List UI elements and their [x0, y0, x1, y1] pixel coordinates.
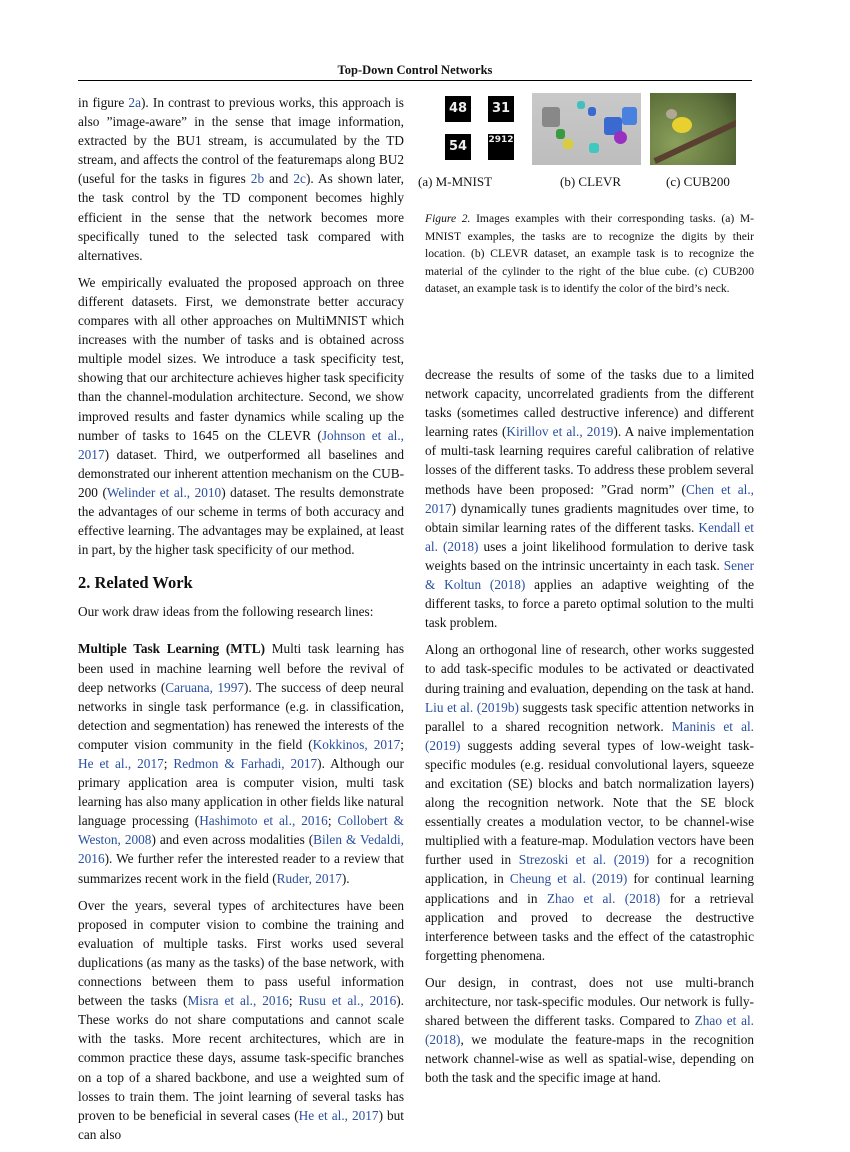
caption-text: Images examples with their corresponding tasks. (a) M-MNIST examples, the tasks are to recognize the digits by their location. (b) CLEVR dataset, an example task is to recognize the material of the cylinder to the right of the blue cube. (c) CUB200 dataset, an example task is to identify the color of the bird’s neck.: [425, 212, 754, 295]
citation-link[interactable]: He et al., 2017: [298, 1107, 379, 1123]
text-segment: ). As shown later, the task control by the TD component becomes highly efficient in the sense that the network becomes more specifically tuned to the selected task compared with alternatives.: [78, 171, 405, 263]
paragraph: [425, 365, 754, 632]
section-intro: Our work draw ideas from the following research lines:: [78, 604, 374, 620]
text-segment: ). The success of deep neural networks in single task performance (e.g. in classification, detection and segmentation) has renewed the interests of the computer vision community in the field (: [78, 679, 404, 752]
cyan-cylinder: [589, 143, 599, 153]
citation-link[interactable]: Strezoski et al. (2019): [518, 852, 650, 868]
text-segment: ) dynamically tunes gradients magnitudes over time, to obtain similar learning rates of the different tasks.: [425, 500, 754, 535]
clevr-image: [532, 93, 641, 165]
text-segment: and: [264, 171, 294, 187]
section-heading: 2. Related Work: [78, 573, 193, 593]
citation-link[interactable]: Kendall et al. (2018): [425, 519, 754, 554]
citation-link[interactable]: Kirillov et al., 2019: [506, 424, 614, 440]
blue-cylinder: [588, 107, 596, 116]
citation-link[interactable]: Collobert & Weston, 2008: [78, 813, 404, 848]
citation-link[interactable]: He et al., 2017: [78, 756, 164, 771]
text-segment: ). These works do not share computations and cannot scale with the tasks. More recent architectures, which are in common practice these days, assume task-specific branches on a top of a shared backbone, and use a weighted sum of losses to train them. The joint learning of several tasks has proven to be beneficial in several cases (: [78, 993, 404, 1123]
green-cylinder: [556, 129, 565, 139]
citation-link[interactable]: Misra et al., 2016: [187, 993, 289, 1009]
yellow-cylinder: [563, 139, 573, 149]
text-segment: ;: [288, 993, 299, 1009]
mnist-image: 54: [445, 134, 471, 160]
mnist-image: 48: [445, 96, 471, 122]
citation-link[interactable]: Welinder et al., 2010: [106, 484, 222, 500]
text-segment: Multi task learning has been used in machine learning well before the revival of deep networks (: [78, 641, 404, 695]
text-segment: suggests task specific attention networks in parallel to a shared recognition network.: [425, 699, 754, 734]
text-segment: for a retrieval application and proved to decrease the destructive interference between tasks and the effect of the catastrophic forgetting phenomena.: [425, 890, 755, 963]
citation-link[interactable]: Johnson et al., 2017: [78, 427, 404, 462]
branch: [653, 116, 736, 164]
text-segment: ). Although our primary application area is computer vision, multi task learning has also many application in other fields like natural language processing (: [78, 756, 404, 829]
text-segment: ;: [163, 756, 174, 771]
text-segment: ). A naive implementation of multi-task learning requires careful calibration of relative losses of the different tasks. To address these problem several methods have been proposed: ”Grad norm” (: [425, 424, 754, 497]
text-segment: Our design, in contrast, does not use multi-branch architecture, nor task-specific modules. Our network is fully-shared between the different tasks. Compared to: [425, 974, 754, 1029]
paragraph: [425, 640, 754, 965]
text-segment: , we modulate the feature-maps in the recognition network channel-wise as well as spatial-wise, depending on both the task and the specific image at hand.: [425, 1032, 754, 1086]
citation-link[interactable]: 2a: [128, 95, 141, 110]
citation-link[interactable]: Kokkinos, 2017: [312, 736, 401, 752]
text-segment: for a recognition application, in: [425, 852, 754, 887]
paragraph: [78, 639, 404, 887]
right-paragraphs: [425, 365, 754, 1087]
paragraph: [78, 896, 404, 1144]
citation-link[interactable]: 2b: [250, 171, 265, 187]
citation-link[interactable]: Sener & Koltun (2018): [425, 557, 754, 593]
related-work-paragraphs: [78, 639, 404, 1143]
citation-link[interactable]: Rusu et al., 2016: [298, 993, 397, 1009]
text-segment: Over the years, several types of architectures have been proposed in computer vision to combine the training and evaluation of multiple tasks. First works used several duplications (as many as the tasks) of the base network, with connections between them to pass useful information between the tasks (: [78, 897, 404, 1009]
left-column: [78, 93, 404, 1152]
bird-head: [666, 109, 677, 119]
citation-link[interactable]: Cheung et al. (2019): [509, 871, 628, 887]
gray-cylinder: [542, 107, 560, 127]
citation-link[interactable]: Ruder, 2017: [276, 870, 342, 886]
citation-link[interactable]: Bilen & Vedaldi, 2016: [78, 832, 404, 867]
text-segment: ) and even across modalities (: [151, 832, 314, 848]
text-segment: decrease the results of some of the tasks due to a limited network capacity, uncorrelated gradients from the different tasks (sometimes called destructive inference) and different learning rates (: [425, 367, 754, 440]
citation-link[interactable]: Zhao et al. (2018): [546, 890, 661, 906]
run-in-heading: Multiple Task Learning (MTL): [78, 641, 266, 657]
citation-link[interactable]: Redmon & Farhadi, 2017: [173, 756, 318, 771]
text-segment: ) dataset. Third, we outperformed all baselines and demonstrated our inherent attention mechanism on the CUB-200 (: [78, 446, 404, 500]
subcaption-b: (b) CLEVR: [560, 174, 622, 189]
text-segment: ). We further refer the interested reader to a review that summarizes recent work in the field (: [78, 851, 404, 886]
mnist-image: 31: [488, 96, 514, 122]
text-segment: for continual learning applications and in: [425, 871, 754, 906]
intro-paragraphs: [78, 93, 404, 559]
cub200-bird-image: [650, 93, 736, 165]
citation-link[interactable]: Zhao et al. (2018): [425, 1013, 754, 1048]
purple-sphere: [614, 131, 627, 144]
text-segment: We empirically evaluated the proposed approach on three different datasets. First, we demonstrate better accuracy compares with all other approaches on MultiMNIST which increases with the number of tasks and is obtained across multiple model sizes. We introduce a task specificity test, showing that our architecture achieves higher task specificity than the channel-modulation architecture. Second, we show improved results and faster dynamics while scaling up the number of tasks to 1645 on the CLEVR (: [78, 274, 404, 443]
citation-link[interactable]: Chen et al., 2017: [425, 481, 755, 516]
paragraph: [78, 273, 404, 559]
text-segment: suggests adding several types of low-weight task-specific modules (e.g. residual convolutional layers, squeeze and excitation (SE) blocks and batch normalization layers) along the recognition network. Note that the SE block essentially creates a modulation vector, to be channel-wise multiplied with a feature-map. Modulation vectors have been further used in: [425, 737, 754, 868]
figure-caption: [425, 210, 754, 298]
citation-link[interactable]: Maninis et al. (2019): [425, 718, 754, 753]
text-segment: ) but can also: [78, 1107, 404, 1142]
paragraph: [78, 93, 404, 265]
running-header: Top-Down Control Networks: [337, 63, 493, 77]
text-segment: applies an adaptive weighting of the different tasks, to force a pareto optimal solution to the multi task problem.: [425, 577, 754, 631]
citation-link[interactable]: Liu et al. (2019b): [425, 699, 519, 715]
citation-link[interactable]: Caruana, 1997: [165, 679, 245, 695]
citation-link[interactable]: 2c: [293, 171, 306, 187]
text-segment: ). In contrast to previous works, this approach is also ”image-aware” in the sense that image information, extracted by the BU1 stream, is accumulated by the TD stream, and affects the control of the featuremaps along BU2 (useful for the tasks in figures: [78, 95, 404, 187]
header-rule: [78, 80, 752, 81]
text-segment: Along an orthogonal line of research, other works suggested to add task-specific modules to be activated or deactivated during training and evaluation, depending on the task at hand.: [425, 642, 755, 696]
text-segment: ;: [400, 736, 404, 752]
bird-body: [672, 117, 692, 133]
right-column: [425, 365, 754, 1095]
mnist-image: 2912: [488, 134, 514, 160]
paragraph: [425, 973, 754, 1088]
text-segment: in figure: [78, 95, 129, 110]
text-segment: ).: [341, 870, 350, 886]
text-segment: ;: [327, 813, 338, 829]
text-segment: uses a joint likelihood formulation to derive task weights based on the intrinsic uncertainty in each task.: [425, 538, 754, 573]
caption-label: Figure 2.: [425, 212, 471, 225]
blue-cylinder: [622, 107, 637, 125]
subcaption-c: (c) CUB200: [666, 174, 730, 189]
text-segment: ) dataset. The results demonstrate the advantages of our scheme in terms of both accuracy and effective learning. The advantages may be explained, at least in part, by the higher task specificity of our method.: [78, 484, 404, 558]
cyan-cylinder: [577, 101, 585, 109]
citation-link[interactable]: Hashimoto et al., 2016: [199, 813, 328, 829]
subcaption-a: (a) M-MNIST: [418, 174, 493, 189]
